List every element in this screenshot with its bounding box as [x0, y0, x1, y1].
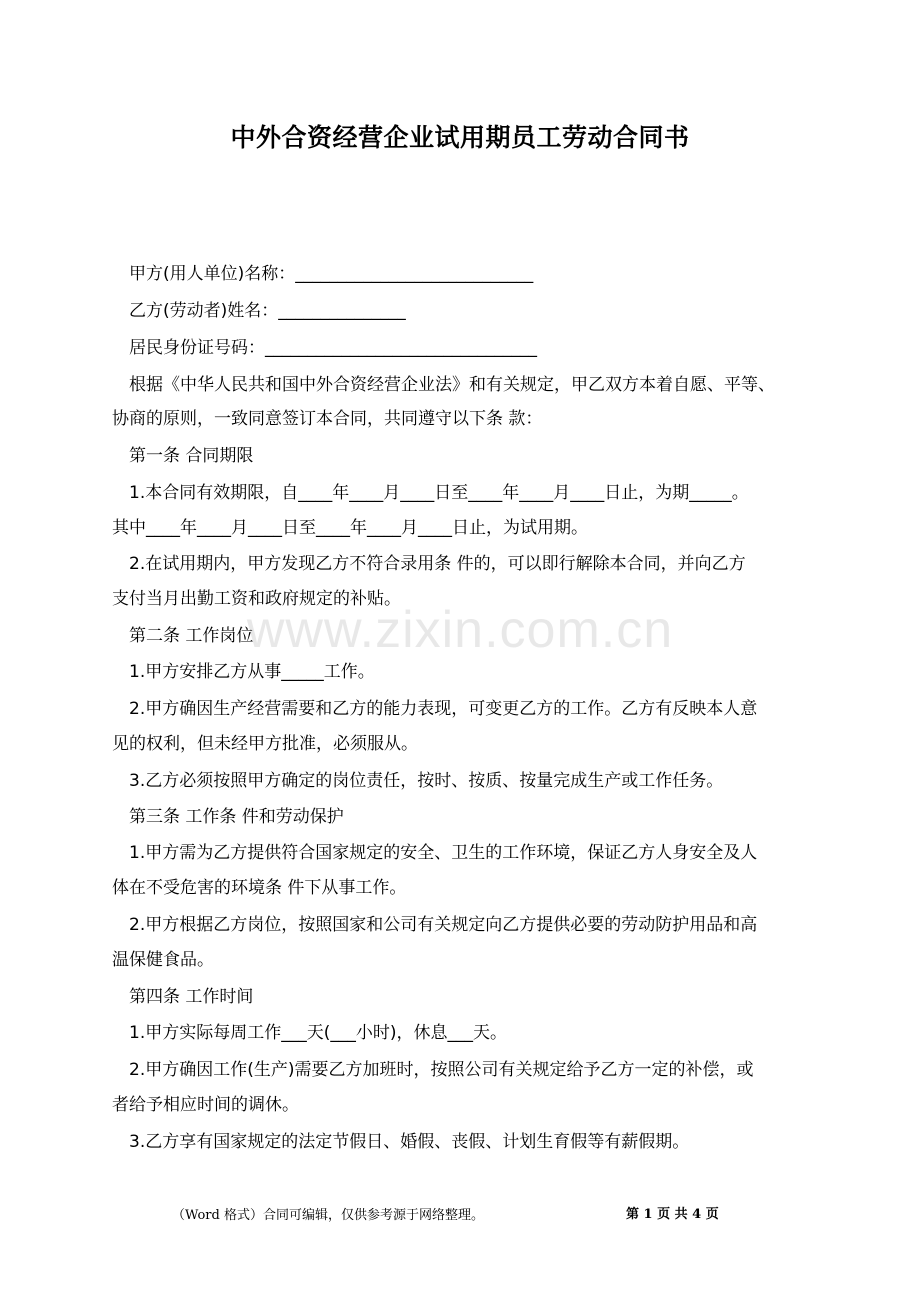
clause-line: 1.甲方安排乙方从事_____工作。 [112, 662, 375, 682]
clause-line: 温保健食品。 [112, 950, 214, 970]
clause-line: 见的权利，但未经甲方批准，必须服从。 [112, 734, 418, 754]
clause-line: 体在不受危害的环境条 件下从事工作。 [112, 878, 407, 898]
preamble-line: 根据《中华人民共和国中外合资经营企业法》和有关规定，甲乙双方本着自愿、平等、 [112, 375, 775, 395]
document-title: 中外合资经营企业试用期员工劳动合同书 [230, 123, 690, 152]
clause-line: 2.甲方根据乙方岗位，按照国家和公司有关规定向乙方提供必要的劳动防护用品和高 [112, 915, 758, 935]
clause-line: 2.甲方确因工作(生产)需要乙方加班时，按照公司有关规定给予乙方一定的补偿，或 [112, 1060, 754, 1080]
clause-line: 1.甲方实际每周工作___天(___小时)，休息___天。 [112, 1023, 507, 1043]
party-a-name-line: 甲方(用人单位)名称：____________________________ [112, 264, 534, 284]
clause-line: 3.乙方必须按照甲方确定的岗位责任，按时、按质、按量完成生产或工作任务。 [112, 771, 724, 791]
clause-line: 支付当月出勤工资和政府规定的补贴。 [112, 589, 401, 609]
article-heading: 第三条 工作条 件和劳动保护 [112, 807, 344, 827]
page-number: 第 1 页 共 4 页 [626, 1207, 719, 1222]
preamble-line: 协商的原则，一致同意签订本合同，共同遵守以下条 款： [112, 409, 543, 429]
clause-line: 2.甲方确因生产经营需要和乙方的能力表现，可变更乙方的工作。乙方有反映本人意 [112, 699, 758, 719]
clause-line: 3.乙方享有国家规定的法定节假日、婚假、丧假、计划生育假等有薪假期。 [112, 1132, 690, 1152]
party-b-name-line: 乙方(劳动者)姓名：_______________ [112, 301, 406, 321]
clause-line: 1.甲方需为乙方提供符合国家规定的安全、卫生的工作环境，保证乙方人身安全及人 [112, 843, 758, 863]
clause-line: 其中____年____月____日至____年____月____日止，为试用期。 [112, 518, 588, 538]
article-heading: 第一条 合同期限 [112, 446, 254, 466]
clause-line: 者给予相应时间的调休。 [112, 1095, 299, 1115]
clause-line: 1.本合同有效期限，自____年____月____日至____年____月____日止，为期_____。 [112, 483, 749, 503]
article-heading: 第二条 工作岗位 [112, 626, 254, 646]
clause-line: 2.在试用期内，甲方发现乙方不符合录用条 件的，可以即行解除本合同，并向乙方 [112, 554, 746, 574]
footer-note: （Word 格式）合同可编辑，仅供参考源于网络整理。 [172, 1208, 484, 1223]
watermark: www.zixin.com.cn [246, 601, 674, 659]
article-heading: 第四条 工作时间 [112, 987, 254, 1007]
id-number-line: 居民身份证号码：________________________________ [112, 338, 537, 358]
